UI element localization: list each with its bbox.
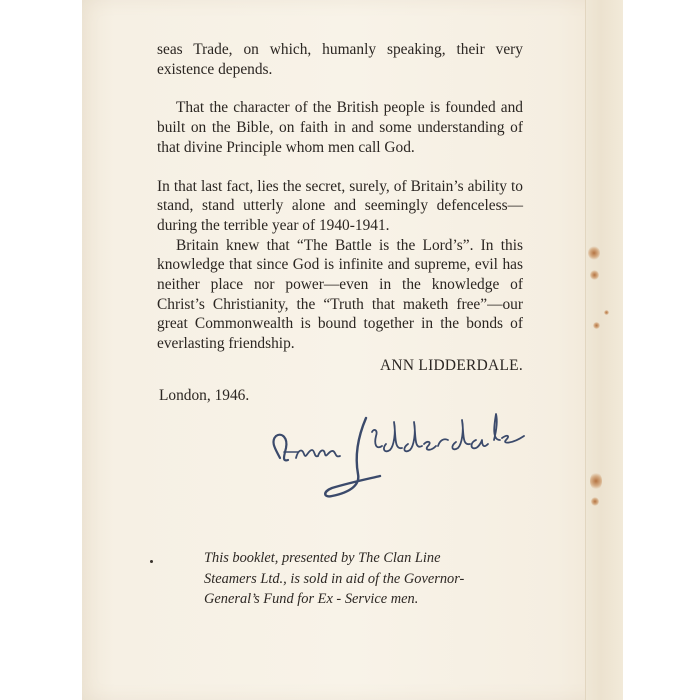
margin-dot [150,560,153,563]
foxing-spot [604,310,609,315]
paragraph-2: That the character of the British people is founded and built on the Bible, on faith in and some understanding of that divine Principle whom men call God. [157,99,523,156]
foxing-spot [591,497,599,506]
note-line-3: General’s Fund for Ex - Service men. [204,591,419,607]
foxing-spot [590,270,599,280]
paragraph-3: In that last fact, lies the secret, surely, of Britain’s ability to stand, stand utterly alone and seemingly defenceless—during the terrible year of 1940-1941. [157,177,523,234]
handwritten-signature [262,392,530,512]
place-date: London, 1946. [159,386,250,404]
author-signoff: ANN LIDDERDALE. [380,356,523,374]
note-line-1: This booklet, presented by The Clan Line [204,550,441,566]
paragraph-1: seas Trade, on which, humanly speaking, their very existence depends. [157,41,523,78]
foxing-spot [593,322,600,329]
body-text [157,40,523,405]
foxing-spot [590,472,602,490]
foxing-spot [588,246,600,260]
page-edge-strip [585,0,623,700]
paragraph-4: Britain knew that “The Battle is the Lord’s”. In this knowledge that since God is infinite and supreme, evil has neither place nor power—even in the knowledge of Christ’s Christianity, the “Truth that maketh free”—our great Commonwealth is bound together in the bonds of everlasting friendship. [157,236,523,353]
booklet-note [204,548,504,610]
note-line-2: Steamers Ltd., is sold in aid of the Governor- [204,570,465,587]
